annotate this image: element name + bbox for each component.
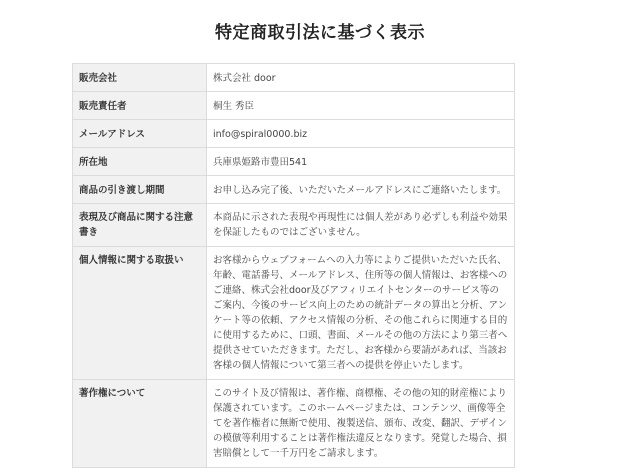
row-value: 桐生 秀臣 (207, 92, 515, 120)
table-row-privacy (73, 247, 515, 380)
row-label: 販売会社 (73, 64, 207, 92)
page-title: 特定商取引法に基づく表示 (215, 23, 425, 43)
row-label: 商品の引き渡し期間 (73, 176, 207, 204)
table-row-copyright (73, 380, 515, 468)
table-row-delivery (73, 176, 515, 204)
row-value: お客様からウェブフォームへの入力等によりご提供いただいた氏名、年齢、電話番号、メールアドレス、住所等の個人情報は、お客様へのご連絡、株式会社door及びアフィリエイトセンターのサービス等のご案内、今後のサービス向上のための統計データの算出と分析、アンケート等の依頼、アクセス情報の分析、その他これらに関連する目的に使用するために、口頭、書面、メールその他の方法により第三者へ提供させていただきます。ただし、お客様から要請があれば、当該お客様の個人情報について第三者への提供を停止いたします。 (207, 247, 515, 380)
row-label: 所在地 (73, 148, 207, 176)
row-value: このサイト及び情報は、著作権、商標権、その他の知的財産権により保護されています。このホームページまたは、コンテンツ、画像等全てを著作権者に無断で使用、複製送信、頒布、改変、翻訳、デザインの模倣等利用することは著作権法違反となります。発覚した場合、損害賠償として一千万円をご請求します。 (207, 380, 515, 468)
table-row-address (73, 148, 515, 176)
row-label: 販売責任者 (73, 92, 207, 120)
legal-info-table (72, 63, 515, 468)
row-label: 個人情報に関する取扱い (73, 247, 207, 380)
row-label: 表現及び商品に関する注意書き (73, 204, 207, 247)
row-value: 株式会社 door (207, 64, 515, 92)
table-row-disclaimer (73, 204, 515, 247)
table-row-email (73, 120, 515, 148)
row-value: お申し込み完了後、いただいたメールアドレスにご連絡いたします。 (207, 176, 515, 204)
email-value: info@spiral0000.biz (207, 120, 515, 148)
row-label: 著作権について (73, 380, 207, 468)
row-value: 本商品に示された表現や再現性には個人差があり必ずしも利益や効果を保証したものではございません。 (207, 204, 515, 247)
row-label: メールアドレス (73, 120, 207, 148)
table-row-seller (73, 64, 515, 92)
table-row-manager (73, 92, 515, 120)
row-value: 兵庫県姫路市豊田541 (207, 148, 515, 176)
